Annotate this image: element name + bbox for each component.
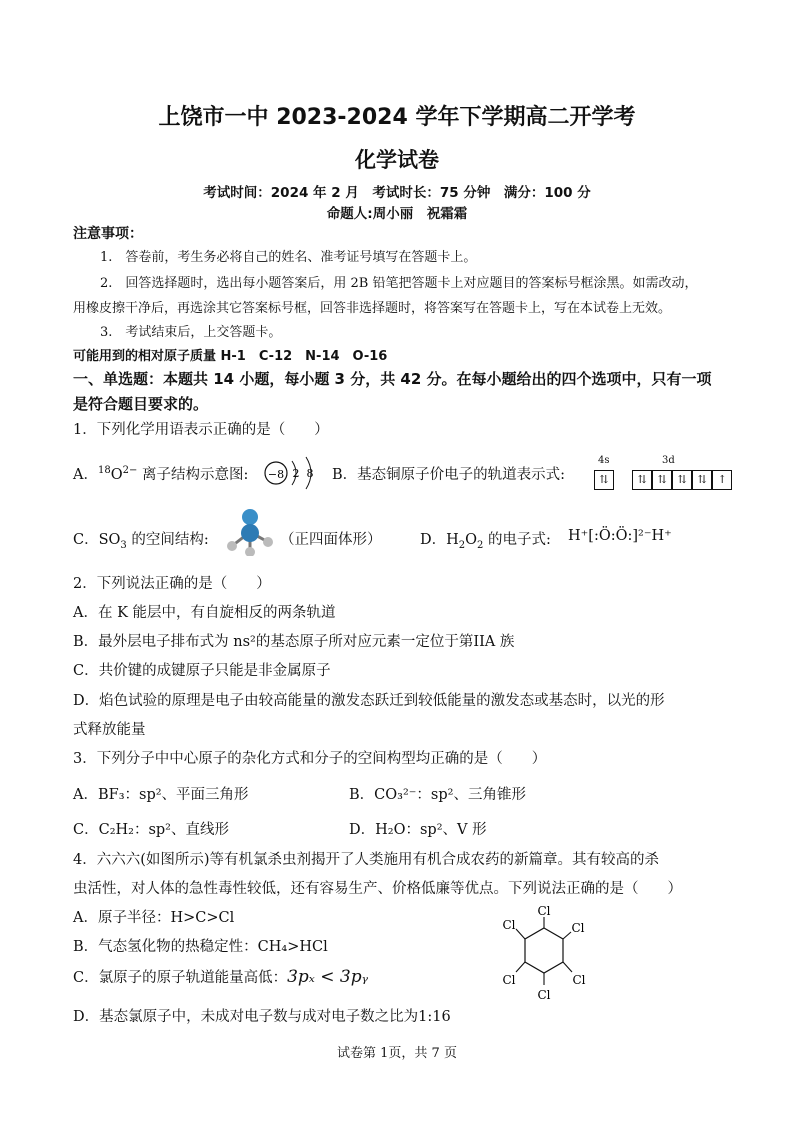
- svg-text:Cl: Cl: [571, 921, 585, 935]
- svg-text:Cl: Cl: [537, 988, 551, 1002]
- q3-stem: 3．下列分子中中心原子的杂化方式和分子的空间构型均正确的是（ ）: [73, 751, 547, 767]
- q4-option-d: D．基态氯原子中，未成对电子数与成对电子数之比为1:16: [73, 1009, 451, 1025]
- q1-option-c-note: （正四面体形）: [280, 532, 382, 548]
- orbital-diagram: [594, 469, 732, 490]
- orbital-3d-box: ⇅: [672, 470, 692, 490]
- q3-option-d: D．H₂O：sp²、V 形: [349, 822, 487, 838]
- page-footer: 试卷第 1页，共 7 页: [337, 1046, 457, 1061]
- notice-item-2b: 用橡皮擦干净后，再选涂其它答案标号框，回答非选择题时，将答案写在答题卡上，写在本试卷上无效。: [73, 301, 672, 316]
- notice-item-2a: 2. 回答选择题时，选出每小题答案后，用 2B 铅笔把答题卡上对应题目的答案标号框涂黑。如需改动，: [100, 276, 698, 291]
- q2-option-b: B．最外层电子排布式为 ns²的基态原子所对应元素一定位于第IIA 族: [73, 634, 515, 650]
- q1-option-d: D．$H_2O_2$ 的电子式:: [420, 532, 551, 551]
- notice-item-3: 3. 考试结束后，上交答题卡。: [100, 325, 282, 340]
- q4-option-c: C．氯原子的原子轨道能量高低：3pₓ < 3pᵧ: [73, 967, 368, 987]
- orbital-3d-box: ↑: [712, 470, 732, 490]
- orbital-4s-box: ⇅: [594, 470, 614, 490]
- h2o2-electron-formula: H⁺[:Ö:Ö:]²⁻H⁺: [568, 528, 672, 544]
- svg-text:Cl: Cl: [537, 904, 551, 918]
- q2-stem: 2．下列说法正确的是（ ）: [73, 576, 271, 592]
- notice-item-1: 1. 答卷前，考生务必将自己的姓名、准考证号填写在答题卡上。: [100, 250, 477, 265]
- exam-title: 上饶市一中 2023-2024 学年下学期高二开学考: [158, 105, 636, 130]
- q1-option-a: A．$^{18}O^{2-}$ 离子结构示意图:: [73, 465, 249, 483]
- svg-text:Cl: Cl: [502, 973, 516, 987]
- q1-option-b: B．基态铜原子价电子的轨道表示式:: [332, 467, 566, 483]
- orbital-label-3d: 3d: [662, 455, 675, 466]
- notice-heading: 注意事项：: [73, 226, 143, 242]
- q3-option-b: B．CO₃²⁻：sp²、三角锥形: [349, 787, 526, 803]
- q3-option-a: A．BF₃：sp²、平面三角形: [73, 787, 249, 803]
- orbital-3d-box: ⇅: [652, 470, 672, 490]
- svg-text:−8: −8: [267, 468, 285, 481]
- section-1-line-1: 一、单选题：本题共 14 小题，每小题 3 分，共 42 分。在每小题给出的四个选项中，只有一项: [73, 370, 712, 388]
- section-1-line-2: 是符合题目要求的。: [73, 395, 209, 413]
- exam-authors: 命题人:周小丽 祝霜霜: [326, 206, 468, 222]
- exam-info: 考试时间：2024 年 2 月 考试时长：75 分钟 满分：100 分: [203, 185, 591, 201]
- svg-text:Cl: Cl: [572, 973, 586, 987]
- svg-text:2: 2: [292, 467, 300, 480]
- so3-molecule-model: [222, 508, 278, 556]
- q4-stem-line-1: 4．六六六(如图所示)等有机氯杀虫剂揭开了人类施用有机合成农药的新篇章。其有较高的杀: [73, 852, 660, 868]
- atomic-mass-note: 可能用到的相对原子质量 H-1 C-12 N-14 O-16: [73, 349, 388, 364]
- q2-option-a: A．在 K 能层中，有自旋相反的两条轨道: [73, 605, 336, 621]
- q1-stem: 1．下列化学用语表示正确的是（ ）: [73, 422, 329, 438]
- svg-text:8: 8: [306, 467, 314, 480]
- q4-option-b: B．气态氢化物的热稳定性：CH₄>HCl: [73, 939, 328, 955]
- ion-structure-diagram: [262, 455, 324, 493]
- q4-stem-line-2: 虫活性，对人体的急性毒性较低，还有容易生产、价格低廉等优点。下列说法正确的是（ ）: [73, 881, 682, 897]
- exam-subtitle: 化学试卷: [355, 148, 439, 172]
- q2-option-d-line-1: D．焰色试验的原理是电子由较高能量的激发态跃迁到较低能量的激发态或基态时，以光的形: [73, 693, 665, 709]
- q4-option-a: A．原子半径：H>C>Cl: [73, 910, 235, 926]
- hexachlorocyclohexane-structure: [488, 902, 600, 1006]
- orbital-label-4s: 4s: [598, 455, 610, 466]
- q2-option-c: C．共价键的成键原子只能是非金属原子: [73, 663, 331, 679]
- svg-text:Cl: Cl: [502, 918, 516, 932]
- q2-option-d-line-2: 式释放能量: [73, 722, 146, 738]
- orbital-3d-box: ⇅: [692, 470, 712, 490]
- q1-option-c: C．$SO_3$ 的空间结构:: [73, 532, 209, 551]
- q3-option-c: C．C₂H₂：sp²、直线形: [73, 822, 229, 838]
- orbital-3d-box: ⇅: [632, 470, 652, 490]
